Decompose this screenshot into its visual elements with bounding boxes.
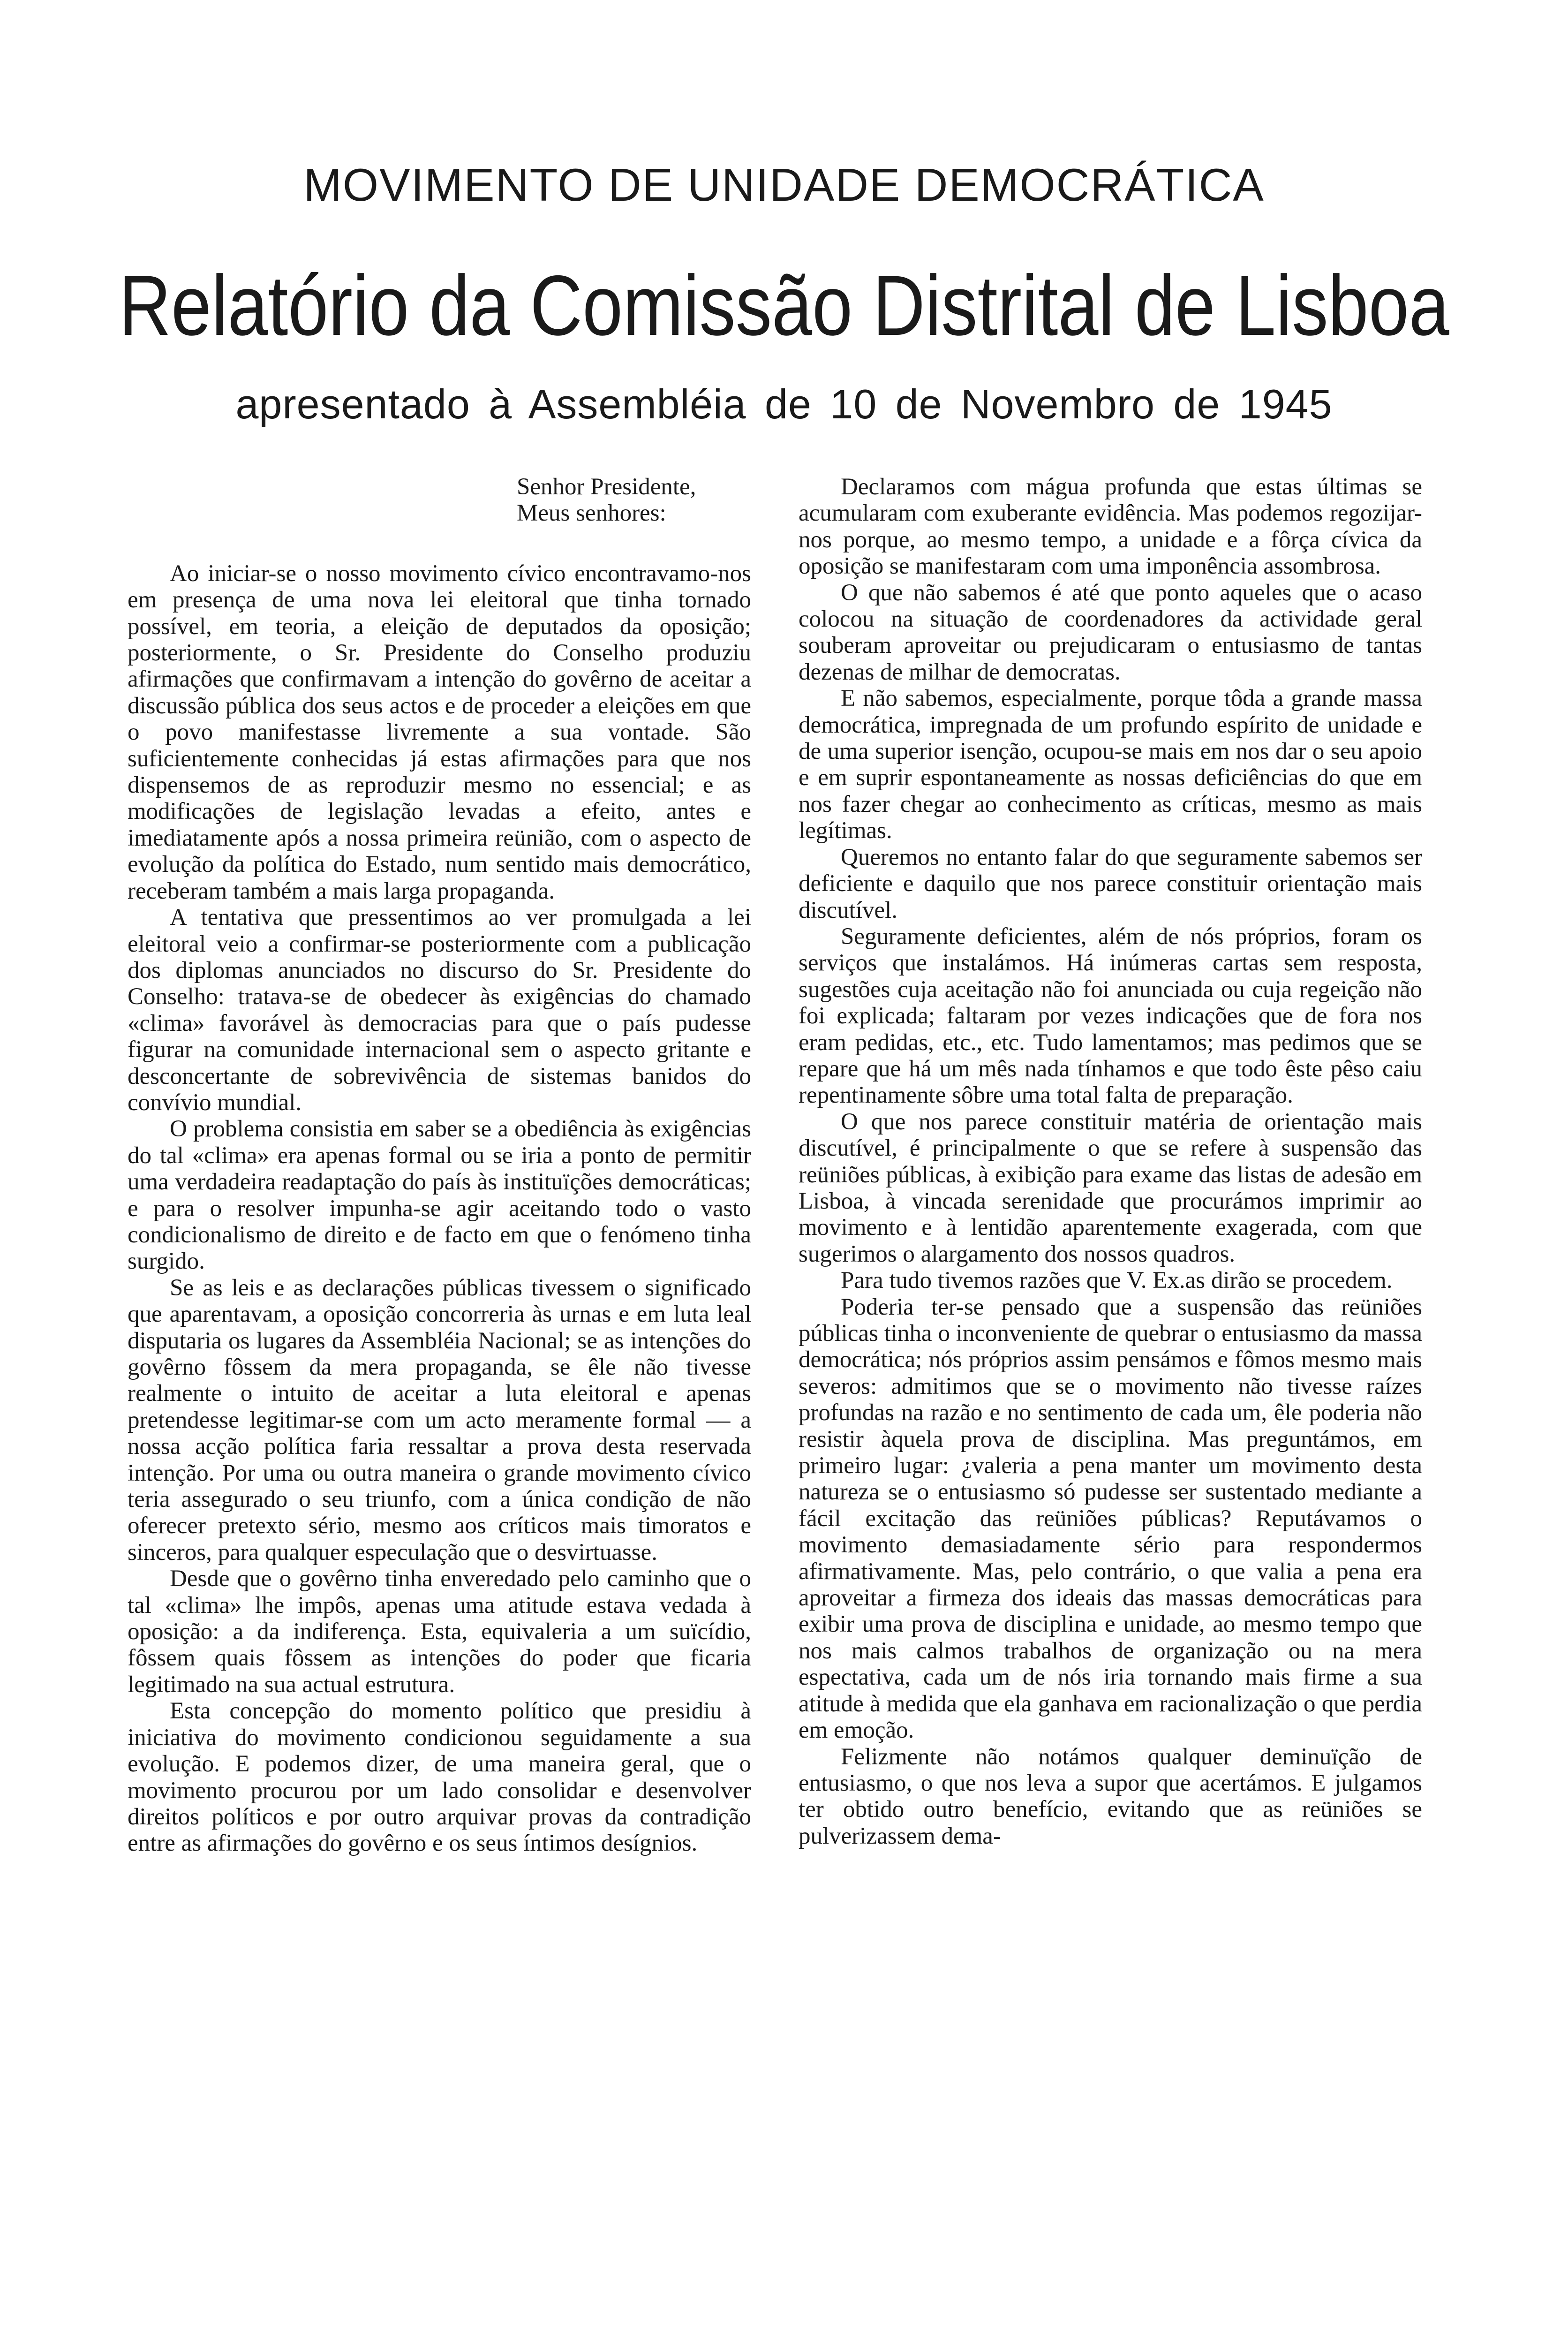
paragraph: Desde que o govêrno tinha enveredado pelo caminho que o tal «clima» lhe impôs, apenas uma atitude estava vedada à oposição: a da indiferença. Esta, equivaleria a um suïcídio, fôssem quais fôssem as intenções do poder que ficaria legitimado na sua actual estrutura.	[128, 1566, 751, 1698]
paragraph: O que não sabemos é até que ponto aqueles que o acaso colocou na situação de coordenadores da actividade geral souberam aproveitar ou prejudicaram o entusiasmo de tantas dezenas de milhar de democratas.	[799, 579, 1422, 685]
paragraph: Poderia ter-se pensado que a suspensão das reüniões públicas tinha o inconveniente de quebrar o entusiasmo da massa democrática; nós próprios assim pensámos e fômos mesmo mais severos: admitimos que se o movimento não tivesse raízes profundas na razão e no sentimento de cada um, êle poderia não resistir àquela prova de disciplina. Mas preguntámos, em primeiro lugar: ¿valeria a pena manter um movimento desta natureza se o entusiasmo só pudesse ser sustentado mediante a fácil excitação das reüniões públicas? Reputávamos o movimento demasiadamente sério para respondermos afirmativamente. Mas, pelo contrário, o que valia a pena era aproveitar a firmeza dos ideais das massas democráticas para exibir uma prova de disciplina e unidade, ao mesmo tempo que nos mais calmos trabalhos de organização ou na mera espectativa, cada um de nós iria tornando mais firme a sua atitude à medida que ela ganhava em racionalização o que perdia em emoção.	[799, 1294, 1422, 1744]
report-subtitle: apresentado à Assembléia de 10 de Novembro de 1945	[235, 381, 1333, 427]
salutation	[128, 474, 751, 527]
paragraph: Ao iniciar-se o nosso movimento cívico encontravamo-nos em presença de uma nova lei eleitoral que tinha tornado possível, em teoria, a eleição de deputados da oposição; posteriormente, o Sr. Presidente do Conselho produziu afirmações que confirmavam a intenção do govêrno de aceitar a discussão pública dos seus actos e de proceder a eleições em que o povo manifestasse livremente a sua vontade. São suficientemente conhecidas já estas afirmações para que nos dispensemos de as reproduzir mesmo no essencial; e as modificações de legislação levadas a efeito, antes e imediatamente após a nossa primeira reünião, com o aspecto de evolução da política do Estado, num sentido mais democrático, receberam também a mais larga propaganda.	[128, 560, 751, 904]
salutation-line-2: Meus senhores:	[517, 500, 666, 527]
paragraph: E não sabemos, especialmente, porque tôda a grande massa democrática, impregnada de um profundo espírito de unidade e de uma superior isenção, ocupou-se mais em nos dar o seu apoio e em suprir espontaneamente as nossas deficiências do que em nos fazer chegar ao conhecimento as críticas, mesmo as mais legítimas.	[799, 685, 1422, 844]
paragraph: Para tudo tivemos razões que V. Ex.as dirão se procedem.	[841, 1267, 1393, 1294]
paragraph: O problema consistia em saber se a obediência às exigências do tal «clima» era apenas formal ou se iria a ponto de permitir uma verdadeira readaptação do país às instituïções democráticas; e para o resolver impunha-se agir aceitando todo o vasto condicionalismo de direito e de facto em que o fenómeno tinha surgido.	[128, 1116, 751, 1275]
paragraph: Seguramente deficientes, além de nós próprios, foram os serviços que instalámos. Há inúmeras cartas sem resposta, sugestões cuja aceitação não foi anunciada ou cuja regeição não foi explicada; faltaram por vezes indicações que de fora nos eram pedidas, etc., etc. Tudo lamentamos; mas pedimos que se repare que há um mês nada tínhamos e que todo êste pêso caiu repentinamente sôbre uma total falta de preparação.	[799, 923, 1422, 1109]
paragraph: Se as leis e as declarações públicas tivessem o significado que aparentavam, a oposição concorreria às urnas e em luta leal disputaria os lugares da Assembléia Nacional; se as intenções do govêrno fôssem da mera propaganda, se êle não tivesse realmente o intuito de aceitar a luta eleitoral e apenas pretendesse legitimar-se com um acto meramente formal — a nossa acção política faria ressaltar a prova desta reservada intenção. Por uma ou outra maneira o grande movimento cívico teria assegurado o seu triunfo, com a única condição de não oferecer pretexto sério, mesmo aos críticos mais timoratos e sinceros, para qualquer especulação que o desvirtuasse.	[128, 1274, 751, 1566]
paragraph: Felizmente não notámos qualquer deminuïção de entusiasmo, o que nos leva a supor que acertámos. E julgamos ter obtido outro benefício, evitando que as reüniões se pulverizassem dema-	[799, 1743, 1422, 1849]
paragraph: Esta concepção do momento político que presidiu à iniciativa do movimento condicionou seguidamente a sua evolução. E podemos dizer, de uma maneira geral, que o movimento procurou por um lado consolidar e desenvolver direitos políticos e por outro arquivar provas da contradição entre as afirmações do govêrno e os seus íntimos desígnios.	[128, 1698, 751, 1857]
right-column	[799, 474, 1422, 1849]
left-column	[128, 474, 751, 1857]
salutation-line-1: Senhor Presidente,	[517, 474, 696, 500]
paragraph: O que nos parece constituir matéria de orientação mais discutível, é principalmente o que se refere à suspensão das reüniões públicas, à exibição para exame das listas de adesão em Lisboa, à vincada serenidade que procurámos imprimir ao movimento e à lentidão aparentemente exagerada, com que sugerimos o alargamento dos nossos quadros.	[799, 1108, 1422, 1267]
paragraph: Queremos no entanto falar do que seguramente sabemos ser deficiente e daquilo que nos parece constituir orientação mais discutível.	[799, 844, 1422, 923]
report-title: Relatório da Comissão Distrital de Lisboa	[119, 257, 1449, 353]
paragraph: Declaramos com mágua profunda que estas últimas se acumularam com exuberante evidência. Mas podemos regozijar-nos porque, ao mesmo tempo, a unidade e a fôrça cívica da oposição se manifestaram com uma imponência assombrosa.	[799, 474, 1422, 580]
organization-heading: MOVIMENTO DE UNIDADE DEMOCRÁTICA	[303, 159, 1265, 211]
paragraph: A tentativa que pressentimos ao ver promulgada a lei eleitoral veio a confirmar-se posteriormente com a publicação dos diplomas anunciados no discurso do Sr. Presidente do Conselho: tratava-se de obedecer às exigências do chamado «clima» favorável às democracias para que o país pudesse figurar na comunidade internacional sem o aspecto gritante e desconcertante de sobrevivência de sistemas banidos do convívio mundial.	[128, 904, 751, 1116]
